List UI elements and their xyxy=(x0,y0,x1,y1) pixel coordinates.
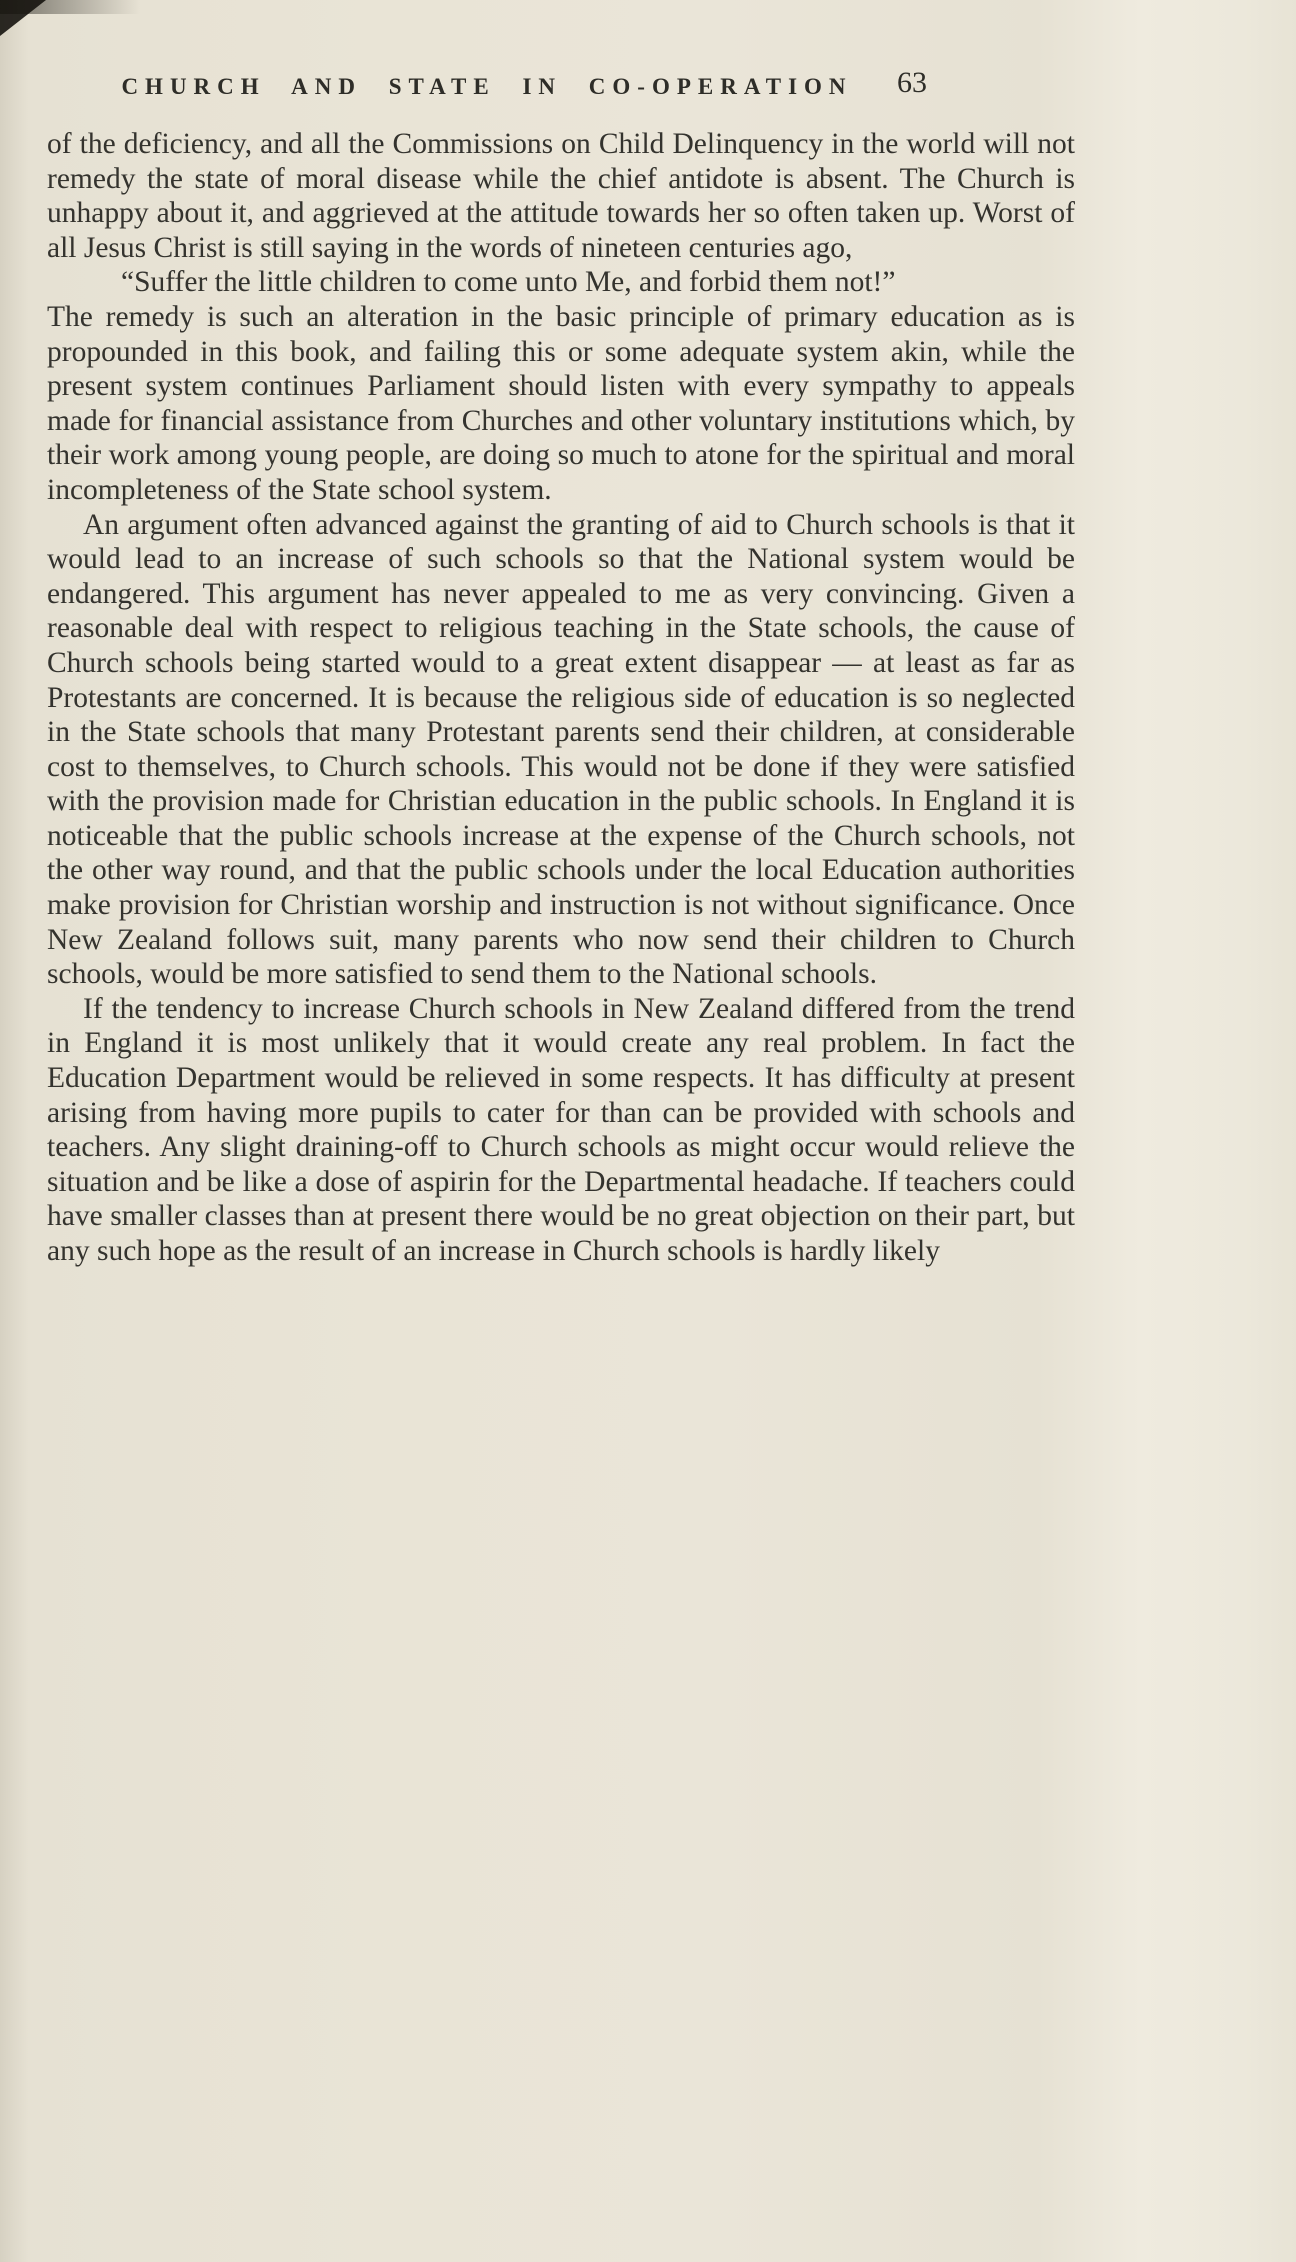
paragraph-tendency: If the tendency to increase Church schools in New Zealand differed from the trend in England it is most unlikely that it would create any real problem. In fact the Education Department would be relieved in some respects. It has difficulty at present arising from having more pupils to cater for than can be provided with schools and teachers. Any slight draining-off to Church schools as might occur would relieve the situation and be like a dose of aspirin for the Departmental headache. If teachers could have smaller classes than at present there would be no great objection on their part, but any such hope as the result of an increase in Church schools is hardly likely xyxy=(47,992,1075,1267)
top-edge-shadow xyxy=(0,0,140,14)
block-quote: “Suffer the little children to come unto Me, and forbid them not!” xyxy=(121,266,896,299)
body-text-block xyxy=(47,127,1075,1269)
page-number: 63 xyxy=(897,66,927,99)
paragraph-remedy: The remedy is such an alteration in the basic principle of primary education as is propounded in this book, and failing this or some adequate system akin, while the present system continues Parliament should listen with every sympathy to appeals made for financial assistance from Churches and other voluntary institutions which, by their work among young people, are doing so much to atone for the spiritual and moral incompleteness of the State school system. xyxy=(47,300,1075,506)
paragraph-argument: An argument often advanced against the granting of aid to Church schools is that it would lead to an increase of such schools so that the National system would be endangered. This argument has never appealed to me as very convincing. Given a reasonable deal with respect to religious teaching in the State schools, the cause of Church schools being started would to a great extent disappear — at least as far as Protestants are concerned. It is because the religious side of education is so neglected in the State schools that many Protestant parents send their children, at considerable cost to themselves, to Church schools. This would not be done if they were satisfied with the provision made for Christian education in the public schools. In England it is noticeable that the public schools increase at the expense of the Church schools, not the other way round, and that the public schools under the local Education authorities make provision for Christian worship and instruction is not without significance. Once New Zealand follows suit, many parents who now send their children to Church schools, would be more satisfied to send them to the National schools. xyxy=(47,508,1075,991)
paragraph-continuation: of the deficiency, and all the Commissions on Child Delinquency in the world will not remedy the state of moral disease while the chief antidote is absent. The Church is unhappy about it, and aggrieved at the attitude towards her so often taken up. Worst of all Jesus Christ is still saying in the words of nineteen centuries ago, xyxy=(47,128,1075,264)
running-header xyxy=(47,66,1075,116)
chapter-title: CHURCH AND STATE IN CO-OPERATION xyxy=(121,74,853,99)
